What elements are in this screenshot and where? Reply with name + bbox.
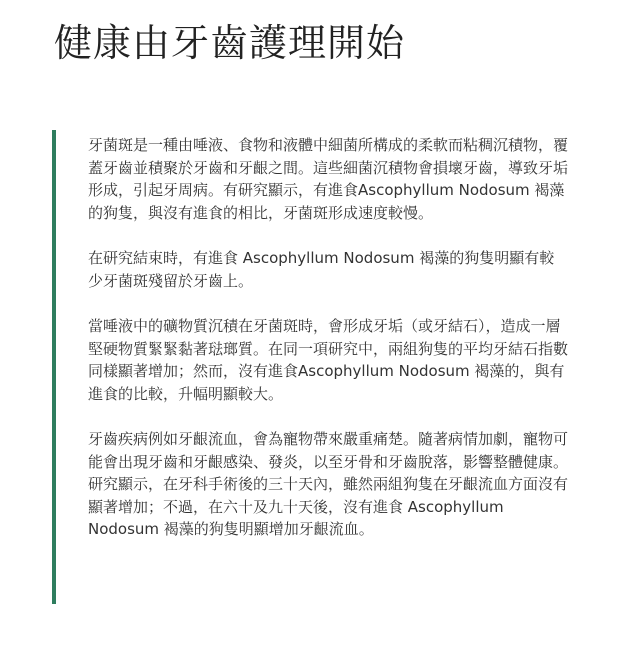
page-title: 健康由牙齒護理開始 [54, 21, 406, 65]
paragraph-gum-bleeding: 牙齒疾病例如牙齦流血，會為寵物帶來嚴重痛楚。隨著病情加劇，寵物可能會出現牙齒和牙齦感染、發炎，以至牙骨和牙齒脫落，影響整體健康。研究顯示，在牙科手術後的三十天內，雖然兩組狗隻在牙齦流血方面沒有顯著增加；不過，在六十及九十天後，沒有進食 Ascophyllum Nodosum 褐藻的狗隻明顯增加牙齦流血。 [88, 430, 569, 538]
paragraph-study-result: 在研究結束時，有進食 Ascophyllum Nodosum 褐藻的狗隻明顯有較少牙菌斑殘留於牙齒上。 [88, 249, 555, 290]
paragraph-tartar: 當唾液中的礦物質沉積在牙菌斑時，會形成牙垢（或牙結石），造成一層堅硬物質緊緊黏著琺瑯質。在同一項研究中，兩組狗隻的平均牙結石指數同樣顯著增加；然而，沒有進食Ascophyllum Nodosum 褐藻的，與有進食的比較，升幅明顯較大。 [88, 317, 569, 403]
article-body [52, 130, 572, 604]
paragraph-plaque: 牙菌斑是一種由唾液、食物和液體中細菌所構成的柔軟而粘稠沉積物，覆蓋牙齒並積聚於牙齒和牙齦之間。這些細菌沉積物會損壞牙齒，導致牙垢形成，引起牙周病。有研究顯示，有進食Ascophyllum Nodosum 褐藻的狗隻，與沒有進食的相比，牙菌斑形成速度較慢。 [88, 136, 569, 222]
